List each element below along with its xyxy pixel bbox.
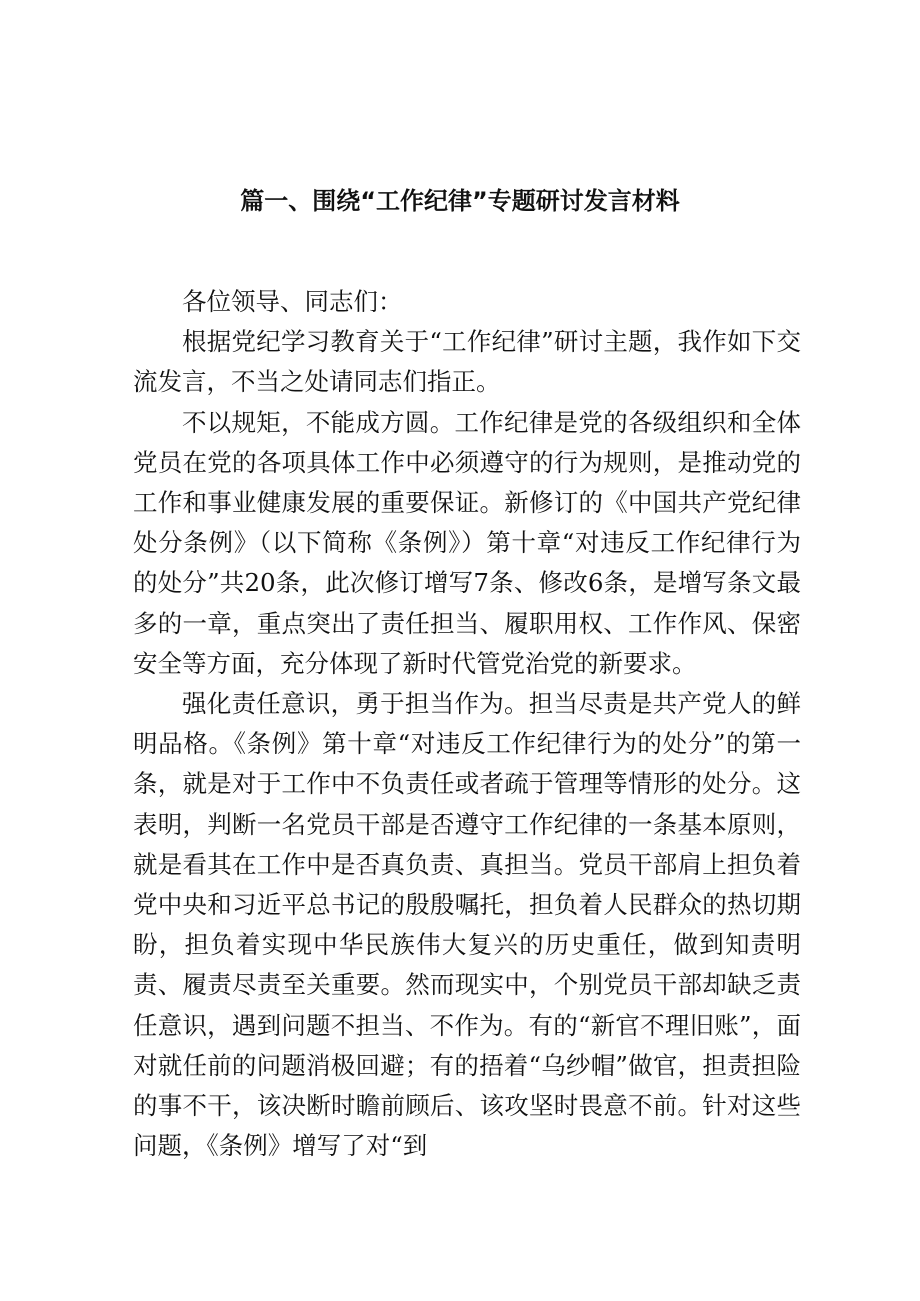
paragraph-responsibility: 强化责任意识，勇于担当作为。担当尽责是共产党人的鲜明品格。《条例》第十章“对违反工作纪律行为的处分”的第一条，就是对于工作中不负责任或者疏于管理等情形的处分。这表明，判断一名党员干部是否遵守工作纪律的一条基本原则，就是看其在工作中是否真负责、真担当。党员干部肩上担负着党中央和习近平总书记的殷殷嘱托，担负着人民群众的热切期盼，担负着实现中华民族伟大复兴的历史重任，做到知责明责、履责尽责至关重要。然而现实中，个别党员干部却缺乏责任意识，遇到问题不担当、不作为。有的“新官不理旧账”，面对就任前的问题消极回避；有的捂着“乌纱帽”做官，担责担险的事不干，该决断时瞻前顾后、该攻坚时畏意不前。针对这些问题，《条例》增写了对“到 xyxy=(133,689,801,1161)
document-body xyxy=(133,282,801,1166)
document-title: 篇一、围绕“工作纪律”专题研讨发言材料 xyxy=(240,187,680,215)
paragraph-greeting: 各位领导、同志们： xyxy=(182,287,403,316)
paragraph-intro: 根据党纪学习教育关于“工作纪律”研讨主题，我作如下交流发言，不当之处请同志们指正。 xyxy=(133,327,801,397)
paragraph-rules: 不以规矩，不能成方圆。工作纪律是党的各级组织和全体党员在党的各项具体工作中必须遵守的行为规则，是推动党的工作和事业健康发展的重要保证。新修订的《中国共产党纪律处分条例》（以下简称《条例》）第十章“对违反工作纪律行为的处分”共20条，此次修订增写7条、修改6条，是增写条文最多的一章，重点突出了责任担当、履职用权、工作作风、保密安全等方面，充分体现了新时代管党治党的新要求。 xyxy=(133,407,801,678)
